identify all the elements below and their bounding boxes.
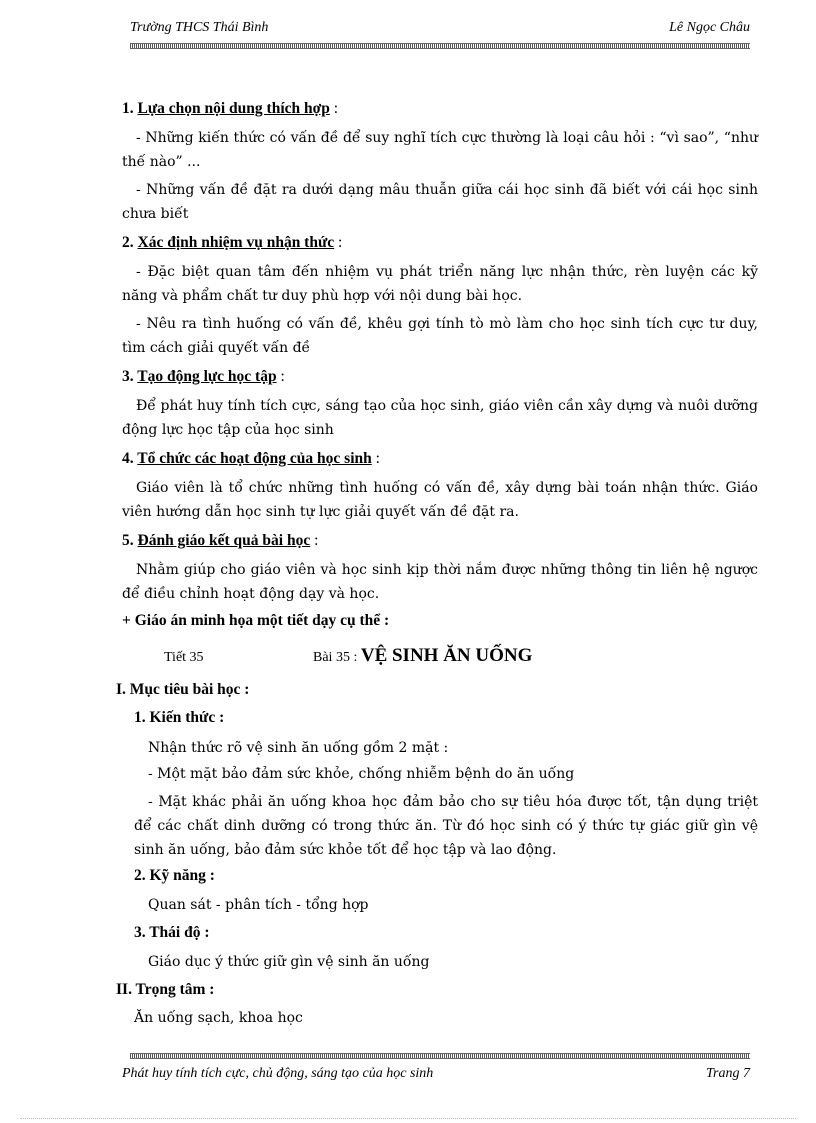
knowledge-line: - Một mặt bảo đảm sức khỏe, chống nhiễm bệnh do ăn uống bbox=[148, 766, 575, 782]
section-heading: 2. Xác định nhiệm vụ nhận thức : bbox=[122, 234, 343, 251]
paragraph: - Những kiến thức có vấn đề để suy nghĩ tích cực thường là loại câu hỏi : “vì sao”, “như thế nào” ... bbox=[122, 130, 758, 170]
knowledge-line: Nhận thức rõ vệ sinh ăn uống gồm 2 mặt : bbox=[148, 740, 449, 756]
knowledge-title: 1. Kiến thức : bbox=[134, 709, 225, 726]
paragraph: Để phát huy tính tích cực, sáng tạo của học sinh, giáo viên cần xây dựng và nuôi dưỡng động lực học tập của học sinh bbox=[122, 398, 758, 438]
attitude-title: 3. Thái độ : bbox=[134, 924, 210, 941]
section-heading: 1. Lựa chọn nội dung thích hợp : bbox=[122, 100, 339, 117]
section-title: Tổ chức các hoạt động của học sinh bbox=[137, 450, 372, 467]
paragraph: - Đặc biệt quan tâm đến nhiệm vụ phát triển năng lực nhận thức, rèn luyện các kỹ năng và phẩm chất tư duy phù hợp với nội dung bài học. bbox=[122, 264, 758, 304]
paragraph: - Nêu ra tình huống có vấn đề, khêu gợi tính tò mò làm cho học sinh tích cực tư duy, tìm cách giải quyết vấn đề bbox=[122, 316, 758, 356]
header-author: Lê Ngọc Châu bbox=[669, 20, 750, 35]
section-heading: 5. Đánh giáo kết quả bài học : bbox=[122, 532, 319, 549]
page-header bbox=[130, 20, 750, 42]
paragraph: - Những vấn đề đặt ra dưới dạng mâu thuẫn giữa cái học sinh đã biết với cái học sinh chưa biết bbox=[122, 182, 758, 222]
lesson-title: VỆ SINH ĂN UỐNG bbox=[360, 645, 533, 666]
section-heading: 3. Tạo động lực học tập : bbox=[122, 368, 285, 385]
part2-text: Ăn uống sạch, khoa học bbox=[134, 1010, 303, 1026]
skills-title: 2. Kỹ năng : bbox=[134, 867, 215, 884]
section-heading: 4. Tổ chức các hoạt động của học sinh : bbox=[122, 450, 380, 467]
part2-title: II. Trọng tâm : bbox=[116, 981, 215, 998]
attitude-text: Giáo dục ý thức giữ gìn vệ sinh ăn uống bbox=[148, 954, 430, 970]
header-rule bbox=[130, 43, 750, 49]
page-footer bbox=[122, 1066, 750, 1086]
page-edge bbox=[20, 1118, 796, 1119]
lesson-plan-heading: + Giáo án minh họa một tiết dạy cụ thể : bbox=[122, 612, 390, 629]
footer-rule bbox=[130, 1053, 750, 1059]
section-title: Tạo động lực học tập bbox=[137, 368, 277, 385]
knowledge-line: - Mặt khác phải ăn uống khoa học đảm bảo cho sự tiêu hóa được tốt, tận dụng triệt để các chất dinh dưỡng có trong thức ăn. Từ đó học sinh có ý thức tự giác giữ gìn vệ sinh ăn uống, bảo đảm sức khỏe tốt để học tập và lao động. bbox=[134, 794, 758, 858]
skills-text: Quan sát - phân tích - tổng hợp bbox=[148, 897, 369, 913]
lesson-period: Tiết 35 bbox=[164, 650, 204, 665]
paragraph: Nhằm giúp cho giáo viên và học sinh kịp thời nắm được những thông tin liên hệ ngược để điều chỉnh hoạt động dạy và học. bbox=[122, 562, 758, 602]
page-number: Trang 7 bbox=[706, 1066, 750, 1081]
lesson-prefix: Bài 35 : bbox=[313, 650, 358, 665]
paragraph: Giáo viên là tổ chức những tình huống có vấn đề, xây dựng bài toán nhận thức. Giáo viên hướng dẫn học sinh tự lực giải quyết vấn đề đặt ra. bbox=[122, 480, 758, 520]
footer-title: Phát huy tính tích cực, chủ động, sáng tạo của học sinh bbox=[122, 1066, 434, 1081]
section-title: Lựa chọn nội dung thích hợp bbox=[137, 100, 330, 117]
section-title: Đánh giáo kết quả bài học bbox=[137, 532, 311, 549]
page-content bbox=[122, 96, 758, 634]
header-school: Trường THCS Thái Bình bbox=[130, 20, 269, 35]
part1-title: I. Mục tiêu bài học : bbox=[116, 681, 250, 698]
lesson-line bbox=[313, 644, 532, 670]
section-title: Xác định nhiệm vụ nhận thức bbox=[137, 234, 335, 251]
